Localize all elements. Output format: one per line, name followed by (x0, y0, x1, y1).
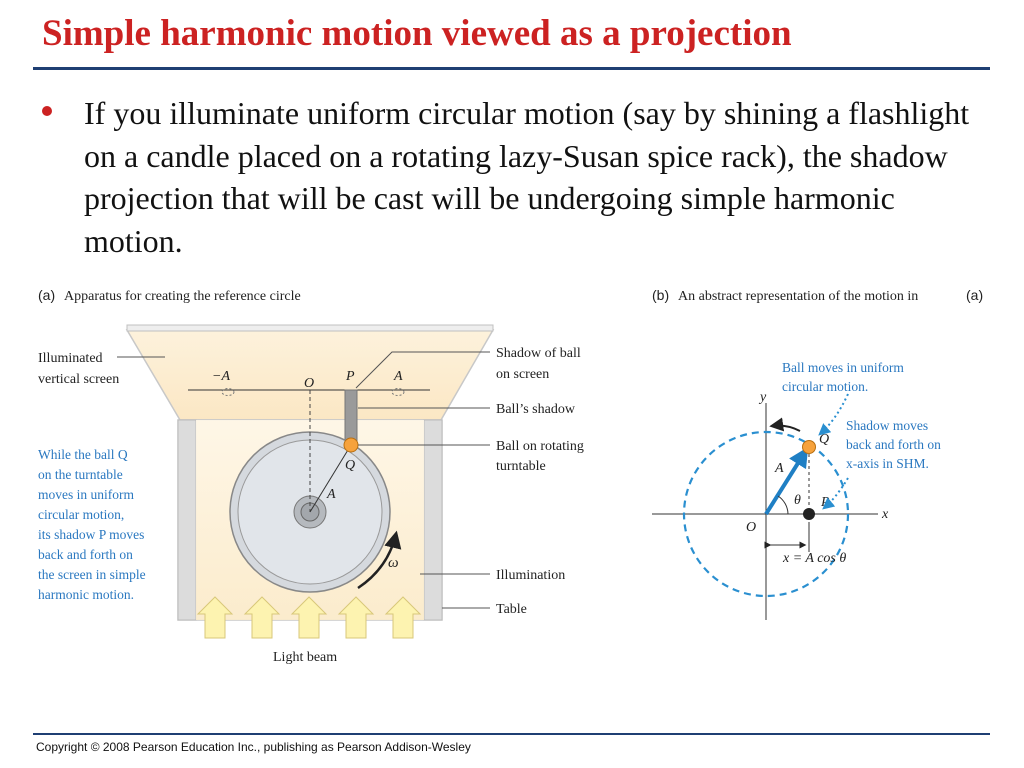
tick-minus-A-label: −A (212, 369, 230, 384)
callout-labels (496, 346, 584, 617)
panel-a-letter: (a) (38, 287, 56, 303)
callout-ball-rotating: Ball on rotating (496, 439, 584, 454)
omega-label: ω (388, 555, 399, 571)
panel-b-letter: (b) (652, 287, 670, 303)
callout-table: Table (496, 602, 527, 617)
point-Q (803, 441, 816, 454)
screen-label-line1: Illuminated (38, 351, 103, 366)
note-ball-pointer (820, 394, 848, 434)
note-shadow-line2: back and forth on (846, 437, 941, 452)
footer-copyright: Copyright © 2008 Pearson Education Inc., publishing as Pearson Addison-Wesley (36, 740, 471, 754)
blue-note-line: the screen in simple (38, 567, 146, 582)
blue-note-line: on the turntable (38, 467, 123, 482)
note-ball-line1: Ball moves in uniform (782, 360, 904, 375)
callout-balls-shadow: Ball’s shadow (496, 402, 575, 417)
y-axis-label: y (760, 390, 767, 405)
panel-b (652, 287, 983, 620)
note-ball-line2: circular motion. (782, 379, 869, 394)
panel-b-caption: An abstract representation of the motion in (678, 289, 919, 304)
screen-label-line2: vertical screen (38, 372, 120, 387)
x-axis-label: x (882, 507, 889, 522)
slide-title: Simple harmonic motion viewed as a projection (42, 13, 792, 54)
tick-O-label: O (304, 376, 315, 391)
blue-note-line: circular motion, (38, 507, 125, 522)
blue-note-line: While the ball Q (38, 447, 128, 462)
callout-shadow-of-ball: Shadow of ball (496, 346, 581, 361)
blue-note-line: back and forth on (38, 547, 133, 562)
blue-note-line: moves in uniform (38, 487, 134, 502)
ball-shadow (345, 390, 357, 442)
light-beam-label: Light beam (273, 650, 338, 665)
tick-P-label: P (346, 369, 355, 384)
radius-vector-label: A (775, 461, 784, 476)
point-P (803, 508, 815, 520)
note-shadow-line1: Shadow moves (846, 418, 929, 433)
motion-direction-arrow-icon (772, 426, 800, 431)
theta-label: θ (794, 493, 801, 508)
blue-note-line: its shadow P moves (38, 527, 145, 542)
radius-A-label: A (327, 487, 336, 502)
footer-divider (33, 733, 990, 735)
callout-illumination: Illumination (496, 568, 566, 583)
callout-turntable: turntable (496, 459, 546, 474)
panel-a-caption: Apparatus for creating the reference circle (64, 289, 301, 304)
note-shadow-line3: x-axis in SHM. (846, 456, 929, 471)
panel-b-caption-ref: (a) (966, 287, 984, 303)
origin-label: O (746, 520, 757, 535)
panel-a (38, 287, 584, 665)
table-right-wall (424, 420, 442, 620)
theta-arc (778, 496, 788, 514)
bullet-text: If you illuminate uniform circular motion (say by shining a flashlight on a candle placed on a rotating lazy-Susan spice rack), the shadow projection that will be cast will be undergoing simple harmonic motion. (84, 95, 970, 259)
ball-Q (344, 438, 358, 452)
screen-top-edge (127, 325, 493, 331)
point-P-label: P (821, 495, 830, 510)
blue-note-line: harmonic motion. (38, 587, 134, 602)
point-Q-label: Q (819, 432, 830, 447)
callout-on-screen: on screen (496, 367, 550, 382)
tick-A-label: A (394, 369, 403, 384)
formula-label: x = A cos θ (783, 551, 847, 566)
blue-note (38, 447, 146, 602)
table-left-wall (178, 420, 196, 620)
ball-Q-label: Q (345, 458, 356, 473)
